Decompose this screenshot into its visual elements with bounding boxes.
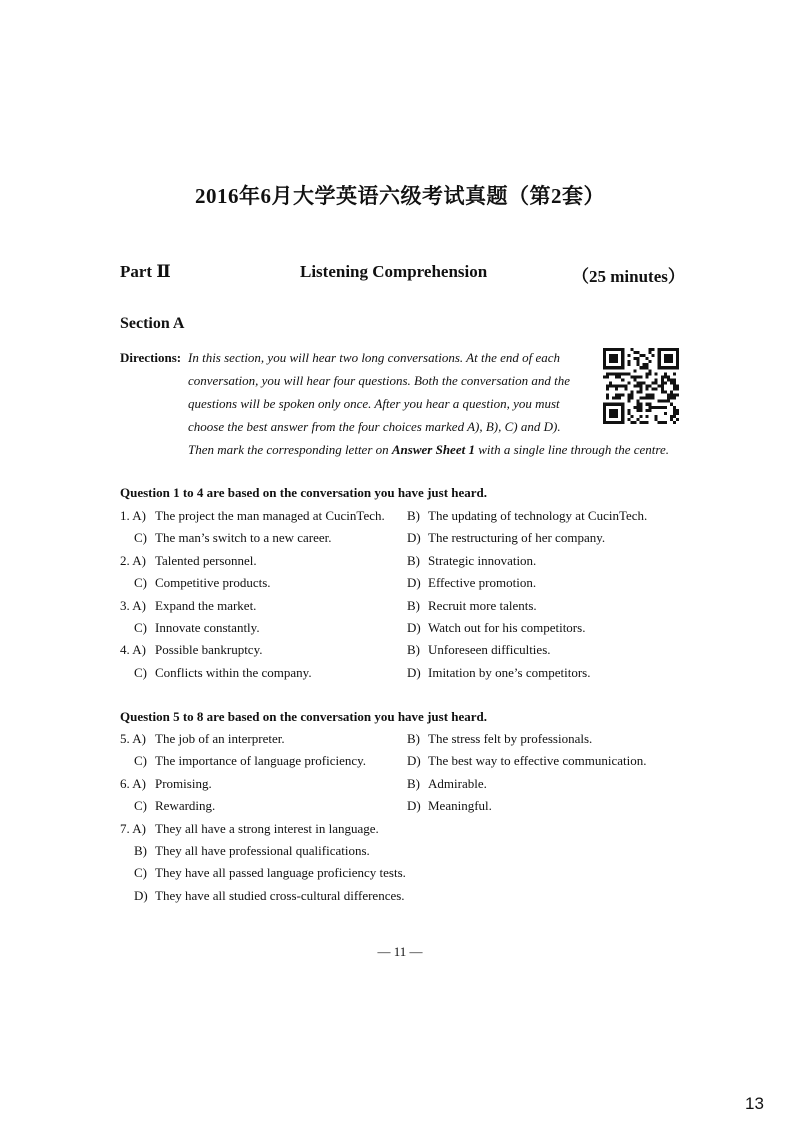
option-text: The updating of technology at CucinTech. <box>428 508 648 523</box>
directions-label: Directions: <box>120 350 182 365</box>
option-letter: C) <box>134 798 147 814</box>
option-letter: B) <box>134 843 147 858</box>
option-letter: B) <box>407 597 420 613</box>
option-letter: D) <box>407 753 421 769</box>
option-letter: 4. A) <box>120 642 146 658</box>
answer-sheet-ref: Answer Sheet 1 <box>391 442 475 457</box>
option-text: The man’s switch to a new career. <box>155 530 332 546</box>
option-text: The stress felt by professionals. <box>428 731 593 746</box>
option-letter: C) <box>134 664 147 680</box>
option-letter: D) <box>134 887 148 903</box>
option-text: Admirable. <box>428 775 487 791</box>
option-text: The job of an interpreter. <box>155 731 285 746</box>
option-letter: C) <box>134 575 147 591</box>
option-letter: 3. A) <box>120 597 146 613</box>
option-text: Strategic innovation. <box>428 552 537 568</box>
option-text: Meaningful. <box>428 798 492 814</box>
option-letter: D) <box>407 575 421 591</box>
directions-line: conversation, you will hear four questions. Both the conversation and the <box>188 373 571 388</box>
option-letter: B) <box>407 775 420 791</box>
directions-line: choose the best answer from the four choices marked A), B), C) and D). <box>188 419 561 434</box>
directions-text: with a single line through the centre. <box>474 442 669 457</box>
section-heading: Section A <box>120 315 185 332</box>
option-text: Unforeseen difficulties. <box>428 642 551 658</box>
directions-line: questions will be spoken only once. After you hear a question, you must <box>188 396 560 411</box>
option-text: Effective promotion. <box>428 575 537 591</box>
option-text: They have all passed language proficiency tests. <box>155 865 406 881</box>
option-text: They all have professional qualifications. <box>155 843 370 858</box>
option-letter: B) <box>407 552 420 568</box>
option-letter: 7. A) <box>120 820 146 836</box>
option-text: The project the man managed at CucinTech. <box>155 508 385 523</box>
option-text: Competitive products. <box>155 575 271 591</box>
option-letter: 5. A) <box>120 731 146 746</box>
option-letter: D) <box>407 620 421 635</box>
option-letter: 2. A) <box>120 552 146 568</box>
part-time: （25 minutes） <box>572 267 685 286</box>
option-text: Rewarding. <box>155 798 216 814</box>
option-text: They have all studied cross-cultural differences. <box>155 887 405 903</box>
part-label: Part Ⅱ <box>120 262 171 281</box>
page-title: 2016年6月大学英语六级考试真题（第2套） <box>195 184 605 208</box>
qr-code-icon[interactable] <box>603 348 679 424</box>
option-letter: C) <box>134 620 147 635</box>
option-text: Conflicts within the company. <box>155 664 312 680</box>
pdf-page-number: 13 <box>745 1094 764 1113</box>
option-text: The best way to effective communication. <box>428 753 647 769</box>
directions-line: In this section, you will hear two long conversations. At the end of each <box>188 350 561 365</box>
option-text: Possible bankruptcy. <box>155 642 263 658</box>
option-letter: C) <box>134 865 147 881</box>
option-letter: C) <box>134 530 147 546</box>
option-letter: B) <box>407 642 420 658</box>
directions-line-last <box>188 442 669 458</box>
option-text: Talented personnel. <box>155 552 257 568</box>
part-header <box>120 262 685 286</box>
option-letter: C) <box>134 753 147 769</box>
directions-text: Then mark the corresponding letter on <box>188 442 392 457</box>
option-text: Watch out for his competitors. <box>428 620 586 635</box>
option-letter: D) <box>407 530 421 546</box>
option-letter: 1. A) <box>120 508 146 523</box>
option-letter: D) <box>407 664 421 680</box>
page-number: — 11 — <box>377 944 423 959</box>
option-letter: B) <box>407 731 420 746</box>
question-group-heading: Question 1 to 4 are based on the conversation you have just heard. <box>120 485 488 500</box>
option-text: The importance of language proficiency. <box>155 753 367 769</box>
option-text: Expand the market. <box>155 597 257 613</box>
question-group-heading: Question 5 to 8 are based on the conversation you have just heard. <box>120 709 488 724</box>
option-letter: 6. A) <box>120 775 146 791</box>
option-letter: B) <box>407 508 420 523</box>
option-text: Innovate constantly. <box>155 620 260 635</box>
option-text: Promising. <box>155 775 212 791</box>
option-text: They all have a strong interest in language. <box>155 820 379 836</box>
option-text: The restructuring of her company. <box>428 530 606 546</box>
option-letter: D) <box>407 798 421 814</box>
option-text: Recruit more talents. <box>428 597 537 613</box>
option-text: Imitation by one’s competitors. <box>428 664 591 680</box>
part-name: Listening Comprehension <box>300 262 488 281</box>
